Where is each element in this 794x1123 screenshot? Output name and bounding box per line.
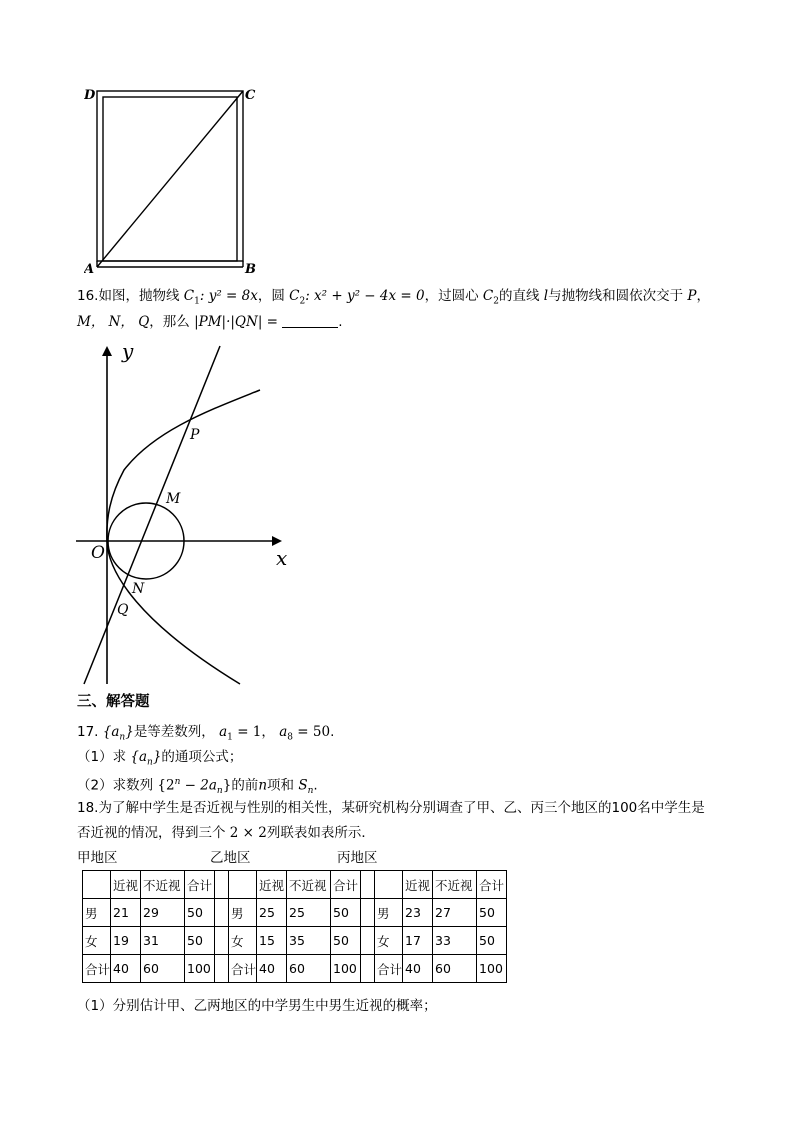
q17-a8: a [279, 724, 288, 740]
q17-part2-c: } [222, 777, 232, 794]
q17-part2-a: {2 [157, 777, 175, 794]
header-cell: 不近视 [287, 871, 331, 899]
separator-cell [361, 871, 375, 899]
q16-p: P [687, 288, 697, 304]
row-label: 合计 [375, 955, 403, 983]
q17-end: . [330, 724, 335, 740]
header-cell: 合计 [477, 871, 507, 899]
table-row [83, 955, 507, 983]
q17-part2-sup: n [174, 777, 181, 787]
data-cell: 100 [331, 955, 361, 983]
label-b: B [245, 262, 256, 276]
q16-c2b-sub: 2 [493, 296, 499, 307]
q16-text3: ，过圆心 [424, 288, 479, 304]
q17-part2 [77, 772, 318, 801]
q16-c2: C [289, 288, 300, 304]
table-row [83, 899, 507, 927]
data-cell: 40 [257, 955, 287, 983]
label-c: C [245, 88, 256, 103]
q17-part2-rest2: 项和 [267, 777, 295, 794]
region-label-yi: 乙地区 [210, 850, 251, 866]
q17-a8-sub: 8 [287, 732, 293, 743]
rectangle-figure [84, 84, 264, 276]
q16-c1-sub: 1 [194, 296, 200, 307]
label-d: D [84, 88, 96, 103]
data-cell: 40 [111, 955, 141, 983]
q16-text4: 的直线 [498, 288, 540, 304]
q16-line2 [77, 312, 343, 332]
header-cell: 不近视 [141, 871, 185, 899]
section-title: 三、解答题 [77, 694, 150, 710]
q17-number: 17. [77, 724, 99, 740]
data-cell: 40 [403, 955, 433, 983]
separator-cell [361, 899, 375, 927]
q17-seq-end: } [125, 724, 134, 740]
q17-line1 [77, 722, 334, 748]
axis-y-label: y [122, 339, 134, 363]
data-cell: 50 [185, 927, 215, 955]
q17-part2-s-sub: n [307, 786, 314, 797]
q17-part2-n: n [258, 777, 268, 794]
q18-text2b: 2 × 2 [229, 825, 267, 841]
data-cell: 60 [287, 955, 331, 983]
data-cell: 35 [287, 927, 331, 955]
table-cell [375, 871, 403, 899]
q17-part1-prefix: （1）求 [77, 749, 127, 765]
data-cell: 50 [331, 927, 361, 955]
data-cell: 100 [185, 955, 215, 983]
q16-c2b: C [482, 288, 494, 304]
data-cell: 33 [433, 927, 477, 955]
data-cell: 60 [141, 955, 185, 983]
q17-a1-val: = 1， [232, 724, 275, 740]
q17-part1-seq: {a [130, 749, 148, 765]
q17-part1-sub: n [147, 757, 153, 768]
q17-text1: 是等差数列， [133, 724, 215, 740]
q17-part1 [77, 747, 242, 773]
header-cell: 合计 [331, 871, 361, 899]
q16-c2-eq: : x² + y² − 4x = 0 [305, 288, 425, 304]
data-cell: 25 [257, 899, 287, 927]
table-cell [229, 871, 257, 899]
q17-part1-rest: 的通项公式； [161, 749, 243, 765]
row-label: 男 [83, 899, 111, 927]
point-m-label: M [166, 491, 181, 507]
separator-cell [215, 871, 229, 899]
q17-seq: {a [102, 724, 120, 740]
axis-x-label: x [276, 546, 288, 570]
q16-text1: 如图，抛物线 [98, 288, 180, 304]
q16-text5: 与抛物线和圆依次交于 [548, 288, 684, 304]
table-cell [83, 871, 111, 899]
point-q-label: Q [117, 602, 129, 618]
q17-part2-sub: n [216, 786, 223, 797]
q17-part2-rest1: 的前 [231, 777, 259, 794]
table-header-row [83, 871, 507, 899]
q18-line2 [77, 823, 375, 843]
q17-part2-s: S [298, 777, 308, 794]
header-cell: 合计 [185, 871, 215, 899]
line-l [84, 346, 220, 684]
row-label: 女 [83, 927, 111, 955]
data-cell: 27 [433, 899, 477, 927]
q17-seq-sub: n [119, 732, 126, 743]
q18-part1: （1）分别估计甲、乙两地区的中学男生中男生近视的概率； [77, 998, 437, 1014]
q16-l: l [543, 288, 549, 304]
table-row [83, 927, 507, 955]
q18-text2c: 列联表如表所示． [266, 825, 375, 841]
data-cell: 15 [257, 927, 287, 955]
q18-line1 [77, 798, 705, 818]
diagonal-ac [97, 91, 243, 267]
separator-cell [215, 955, 229, 983]
origin-label: O [91, 543, 105, 563]
separator-cell [215, 899, 229, 927]
point-p-label: P [190, 427, 200, 443]
data-cell: 17 [403, 927, 433, 955]
row-label: 男 [229, 899, 257, 927]
row-label: 男 [375, 899, 403, 927]
separator-cell [361, 955, 375, 983]
q17-a1: a [219, 724, 228, 740]
header-cell: 近视 [257, 871, 287, 899]
q17-part1-end: } [152, 749, 162, 765]
contingency-tables [82, 870, 507, 983]
header-cell: 近视 [111, 871, 141, 899]
data-cell: 31 [141, 927, 185, 955]
header-cell: 不近视 [433, 871, 477, 899]
separator-cell [215, 927, 229, 955]
q18-text1: 为了解中学生是否近视与性别的相关性，某研究机构分别调查了甲、乙、丙三个地区的100名中学生是 [98, 800, 705, 816]
region-label-jia: 甲地区 [77, 850, 118, 866]
q16-c2-sub: 2 [299, 296, 306, 307]
q17-a1-sub: 1 [227, 732, 233, 743]
q16-text6: ，那么 [149, 314, 190, 330]
data-cell: 29 [141, 899, 185, 927]
data-cell: 50 [185, 899, 215, 927]
q16-text2: ，圆 [257, 288, 285, 304]
point-n-label: N [132, 581, 145, 597]
q16-c1-eq: : y² = 8x [199, 288, 258, 304]
q16-line1: 16.如图，抛物线 $C_1$: y² = 8x，圆 $C_2$: x² + y² − 4x = 0，过圆心 $C_2$的直线 l与抛物线和圆依次交于 P， [77, 288, 710, 307]
q16-end: . [338, 314, 343, 330]
q17-a8-val: = 50 [292, 724, 331, 740]
data-cell: 21 [111, 899, 141, 927]
q18-text2a: 否近视的情况，得到三个 [77, 825, 226, 841]
q16-number: 16. [77, 288, 99, 304]
data-cell: 50 [477, 927, 507, 955]
answer-blank[interactable] [282, 313, 338, 328]
separator-cell [361, 927, 375, 955]
data-cell: 23 [403, 899, 433, 927]
row-label: 合计 [83, 955, 111, 983]
region-label-bing: 丙地区 [337, 850, 378, 866]
row-label: 女 [375, 927, 403, 955]
data-cell: 25 [287, 899, 331, 927]
q16-c1: C [183, 288, 195, 304]
q17-part2-end: . [313, 777, 318, 794]
row-label: 合计 [229, 955, 257, 983]
row-label: 女 [229, 927, 257, 955]
data-cell: 60 [433, 955, 477, 983]
header-cell: 近视 [403, 871, 433, 899]
q17-part2-b: − 2a [180, 777, 217, 794]
q18-number: 18. [77, 800, 99, 816]
label-a: A [84, 262, 95, 276]
data-cell: 50 [331, 899, 361, 927]
q16-expr: |PM|·|QN| = [194, 314, 278, 330]
data-cell: 50 [477, 899, 507, 927]
parabola-figure [60, 338, 300, 688]
data-cell: 100 [477, 955, 507, 983]
q17-part2-prefix: （2）求数列 [77, 777, 154, 794]
data-cell: 19 [111, 927, 141, 955]
q16-points: M， N， Q [77, 314, 150, 330]
